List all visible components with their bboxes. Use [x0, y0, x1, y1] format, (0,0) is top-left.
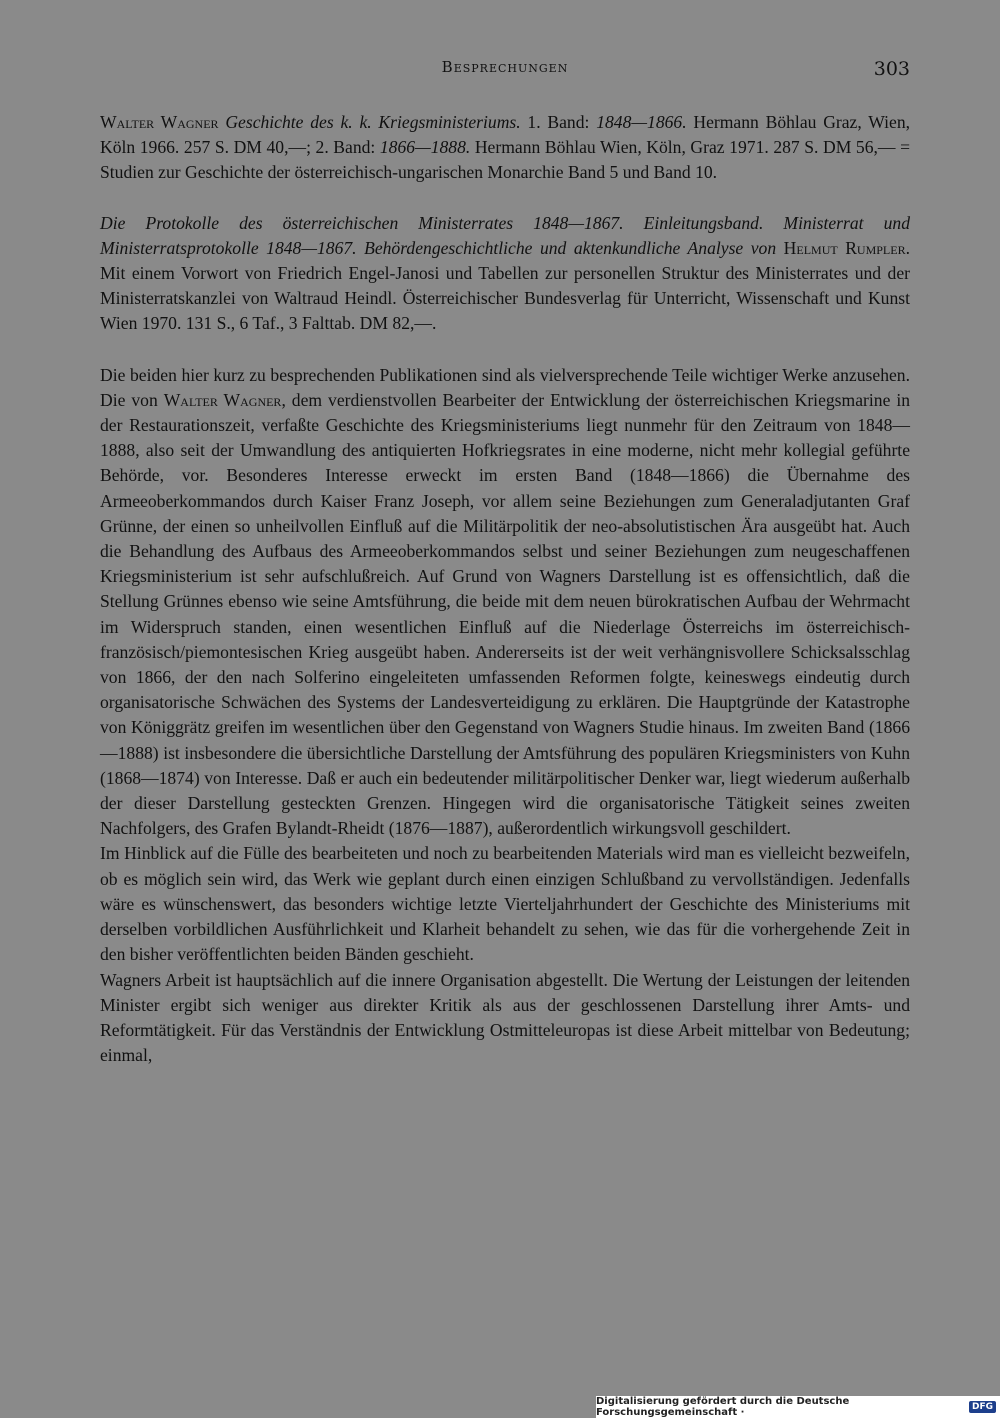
dfg-logo: DFG [969, 1401, 996, 1413]
body-paragraph-1 [100, 363, 910, 842]
digitization-footer [596, 1396, 1000, 1418]
entry-1-volume-1-range: 1848—1866. [596, 112, 687, 132]
body-paragraph-2: Im Hinblick auf die Fülle des bearbeiteten und noch zu bearbeitenden Materials wird man es vielleicht bezweifeln, ob es möglich sein wird, das Werk wie geplant durch einen einzigen Schlußband zu vervollständigen. Jedenfalls wäre es wünschenswert, das besonders wichtige letzte Vierteljahrhundert der Geschichte des Ministeriums mit derselben vorbildlichen Ausführlichkeit und Klarheit behandelt zu sehen, wie das für die vorhergehende Zeit in den bisher veröffentlichten beiden Bänden geschieht. [100, 843, 910, 965]
entry-2-author: Helmut Rumpler [783, 237, 906, 258]
body-paragraph-3: Wagners Arbeit ist hauptsächlich auf die innere Organisation abgestellt. Die Wertung der Leistungen der leitenden Minister ergibt sich weniger aus direkter Kritik als aus der geschlossenen Darstellung ihrer Amts- und Reformtätigkeit. Für das Verständnis der Entwicklung Ostmitteleuropas ist diese Arbeit mittelbar von Bedeutung; einmal, [100, 969, 910, 1066]
entry-2-title: Die Protokolle des österreichischen Ministerrates 1848—1867. Einleitungsband. Ministerrat und Ministerratsprotokolle 1848—1867. Behördengeschichtliche und aktenkundliche Analyse von [100, 212, 910, 258]
running-head [100, 58, 910, 88]
page-number: 303 [873, 58, 910, 80]
footer-credit-text: Digitalisierung gefördert durch die Deutsche Forschungsgemeinschaft · [596, 1396, 850, 1418]
entry-1-text-3: Hermann Böhlau Wien, Köln, Graz 1971. 287 S. DM 56,— = Studien zur Geschichte der österreichisch-ungarischen Monarchie Band 5 und Band 10. [100, 137, 910, 183]
paragraph-1-author: Walter Wagner [163, 389, 282, 410]
running-title: Besprechungen [441, 58, 569, 76]
entry-2-rest: . Mit einem Vorwort von Friedrich Engel-Janosi und Tabellen zur personellen Struktur des Ministerrates und der Ministerratskanzlei von Waltraud Heindl. Österreichischer Bundesverlag für Unterricht, Wissenschaft und Kunst Wien 1970. 131 S., 6 Taf., 3 Falttab. DM 82,—. [100, 237, 911, 334]
review-content [100, 110, 910, 1068]
entry-1-volume-2-range: 1866—1888. [379, 137, 471, 158]
entry-1-title: Geschichte des k. k. Kriegsministeriums. [225, 112, 521, 132]
bibliographic-entry-2 [100, 211, 910, 337]
entry-1-text-1: 1. Band: [520, 112, 597, 132]
paragraph-1-text-a: Die beiden hier kurz zu besprechenden Publikationen sind als vielversprechende Teile wichtiger Werke anzusehen. Die von [100, 364, 910, 410]
bibliographic-entry-1 [100, 110, 910, 186]
entry-1-author: Walter Wagner [100, 112, 219, 132]
paragraph-1-text-b: , dem verdienstvollen Bearbeiter der Entwicklung der österreichischen Kriegsmarine in der Restaurationszeit, verfaßte Geschichte des Kriegsministeriums liegt nunmehr für den Zeitraum von 1848—1888, also seit der Umwandlung des antiquierten Hofkriegsrates in eine moderne, nicht mehr kollegial geführte Behörde, vor. Besonderes Interesse erweckt im ersten Band (1848—1866) die Übernahme des Armeeoberkommandos durch Kaiser Franz Joseph, vor allem seine Beziehungen zum Generaladjutanten Graf Grünne, der einen so unheilvollen Einfluß auf die Militärpolitik der neo-absolutistischen Ära ausgeübt hat. Auch die Behandlung des Aufbaus des Armeeoberkommandos selbst und seiner Beziehungen zum neugeschaffenen Kriegsministerium ist sehr aufschlußreich. Auf Grund von Wagners Darstellung ist es offensichtlich, daß die Stellung Grünnes ebenso wie seine Amtsführung, die beide mit dem neuen bürokratischen Aufbau der Wehrmacht im Widerspruch standen, einen wesentlichen Einfluß auf die Niederlage Österreichs im österreichisch-französisch/piemontesischen Krieg ausgeübt haben. Andererseits ist der weit verhängnisvollere Schicksalsschlag von 1866, der den nach Solferino eingeleiteten umfassenden Reformen folgte, keineswegs eindeutig durch organisatorische Schwächen des Systems der Landesverteidigung zu erklären. Die Hauptgründe der Katastrophe von Königgrätz greifen im wesentlichen über den Gegenstand von Wagners Studie hinaus. Im zweiten Band (1866—1888) ist insbesondere die übersichtliche Darstellung der Amtsführung des populären Kriegsministers von Kuhn (1868—1874) von Interesse. Daß er auch ein bedeutender militärpolitischer Denker war, liegt wiederum außerhalb der dieser Darstellung gesteckten Grenzen. Hingegen wird die organisatorische Tätigkeit seines zweiten Nachfolgers, des Grafen Bylandt-Rheidt (1876—1887), außerordentlich wirkungsvoll geschildert. [100, 389, 911, 839]
entry-1-text-2: Hermann Böhlau Graz, Wien, Köln 1966. 257 S. DM 40,—; 2. Band: [100, 112, 911, 158]
